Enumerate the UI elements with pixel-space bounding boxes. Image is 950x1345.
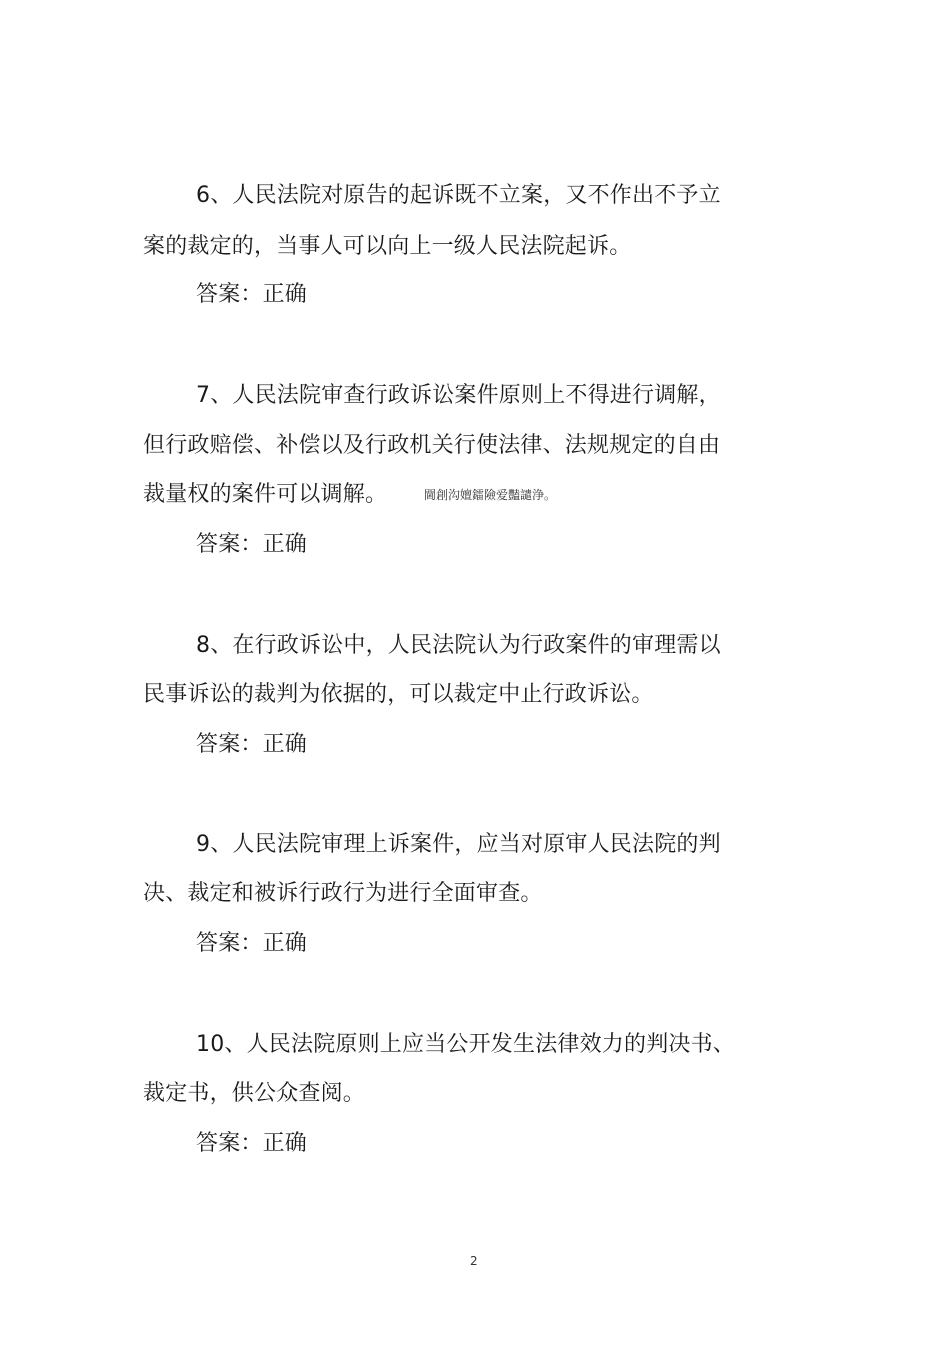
question-text-line: 9、人民法院审理上诉案件，应当对原审人民法院的判 xyxy=(196,832,721,857)
question-text-line: 裁量权的案件可以调解。 xyxy=(143,482,388,507)
question-text-line: 案的裁定的，当事人可以向上一级人民法院起诉。 xyxy=(143,234,632,259)
question-text-line: 但行政赔偿、补偿以及行政机关行使法律、法规规定的自由 xyxy=(143,433,721,458)
answer-text: 答案：正确 xyxy=(196,732,308,757)
garbled-inline-text: 閫創沟嬗鐳險爱豔譴浄。 xyxy=(424,488,557,502)
answer-text: 答案：正确 xyxy=(196,532,308,557)
answer-text: 答案：正确 xyxy=(196,282,308,307)
page-number: 2 xyxy=(470,1254,478,1268)
answer-text: 答案：正确 xyxy=(196,1131,308,1156)
question-text-line: 7、人民法院审查行政诉讼案件原则上不得进行调解， xyxy=(196,383,721,408)
question-text-line: 民事诉讼的裁判为依据的，可以裁定中止行政诉讼。 xyxy=(143,682,654,707)
question-text-line: 决、裁定和被诉行政行为进行全面审查。 xyxy=(143,881,543,906)
question-text-line: 裁定书，供公众查阅。 xyxy=(143,1081,366,1106)
question-text-line: 8、在行政诉讼中，人民法院认为行政案件的审理需以 xyxy=(196,633,721,658)
question-text-line: 10、人民法院原则上应当公开发生法律效力的判决书、 xyxy=(196,1032,735,1057)
question-text-line: 6、人民法院对原告的起诉既不立案，又不作出不予立 xyxy=(196,183,721,208)
answer-text: 答案：正确 xyxy=(196,931,308,956)
